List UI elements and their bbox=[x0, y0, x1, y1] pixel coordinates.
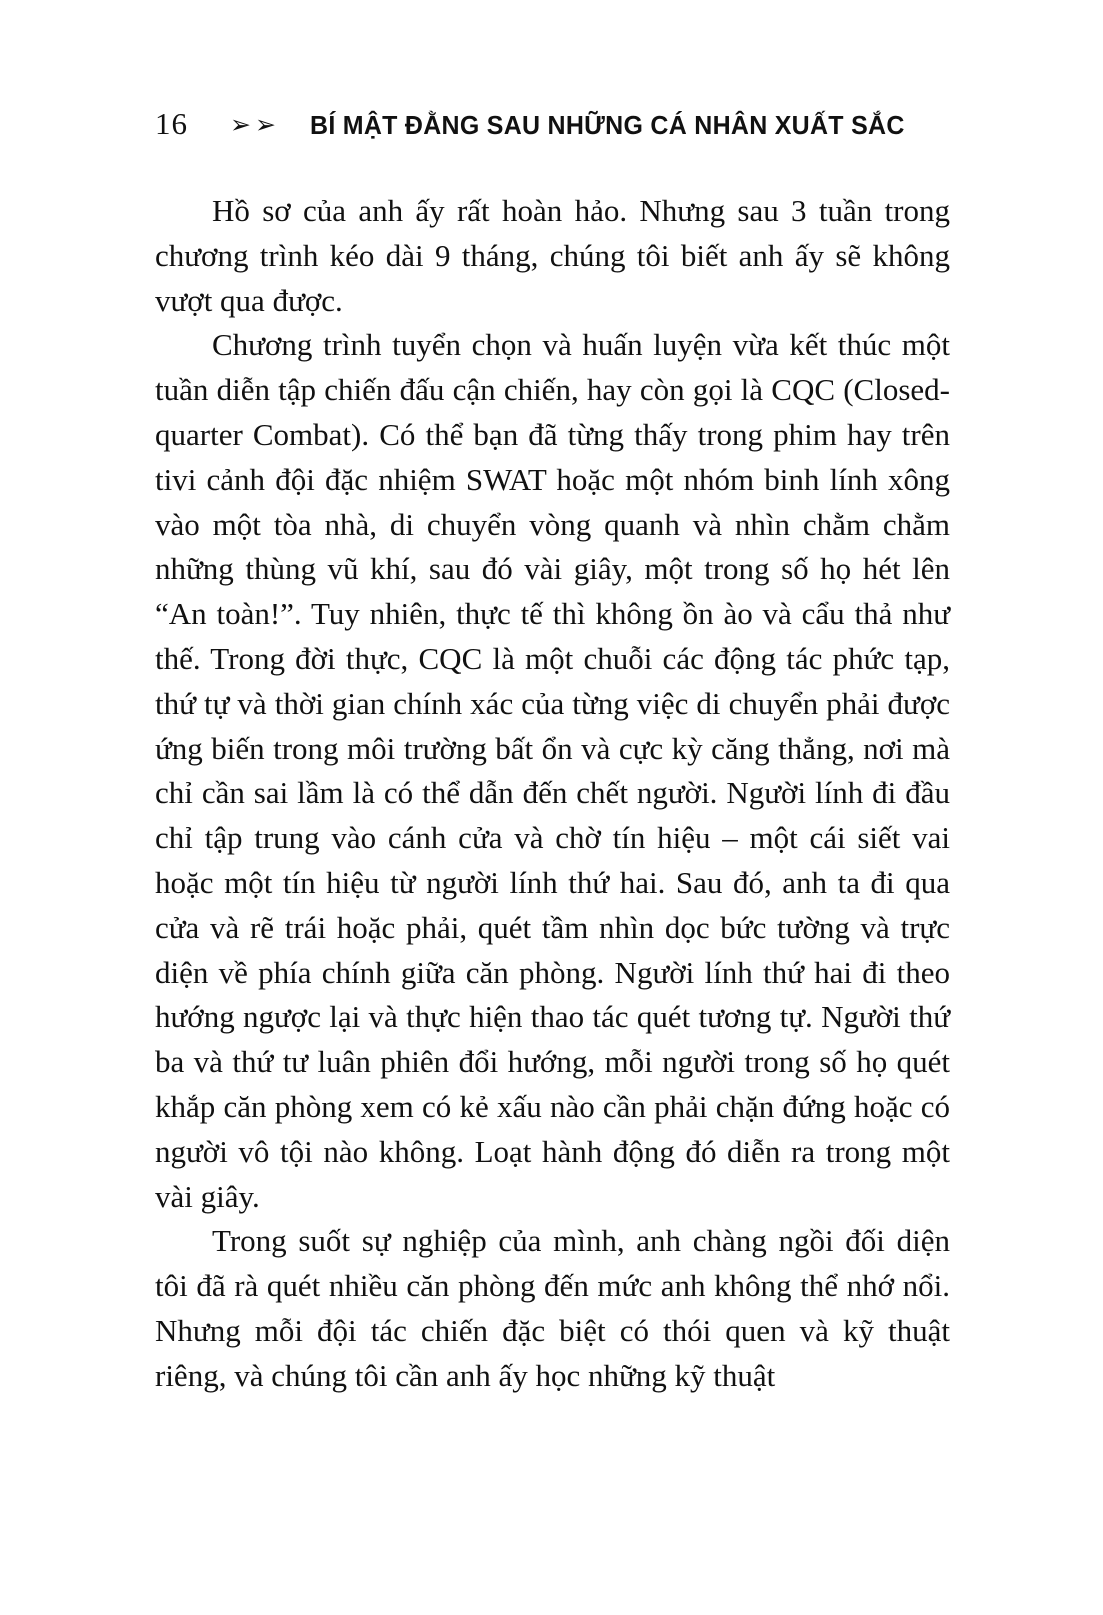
page-number: 16 bbox=[155, 106, 188, 141]
double-arrow-icon: ➢➢ bbox=[230, 110, 280, 139]
paragraph-1: Hồ sơ của anh ấy rất hoàn hảo. Nhưng sau 3 tuần trong chương trình kéo dài 9 tháng, chúng tôi biết anh ấy sẽ không vượt qua được. bbox=[155, 193, 950, 318]
page-title: BÍ MẬT ĐẰNG SAU NHỮNG CÁ NHÂN XUẤT SẮC bbox=[309, 110, 905, 140]
paragraph-3: Trong suốt sự nghiệp của mình, anh chàng ngồi đối diện tôi đã rà quét nhiều căn phòng đến mức anh không thể nhớ nổi. Nhưng mỗi đội tác chiến đặc biệt có thói quen và kỹ thuật riêng, và chúng tôi cần anh ấy học những kỹ thuật bbox=[155, 1223, 950, 1393]
body-text bbox=[155, 189, 950, 1399]
running-head bbox=[155, 108, 950, 139]
paragraph-2: Chương trình tuyển chọn và huấn luyện vừa kết thúc một tuần diễn tập chiến đấu cận chiến, hay còn gọi là CQC (Closed-quarter Combat). Có thể bạn đã từng thấy trong phim hay trên tivi cảnh đội đặc nhiệm SWAT hoặc một nhóm binh lính xông vào một tòa nhà, di chuyển vòng quanh và nhìn chằm chằm những thùng vũ khí, sau đó vài giây, một trong số họ hét lên “An toàn!”. Tuy nhiên, thực tế thì không ồn ào và cẩu thả như thế. Trong đời thực, CQC là một chuỗi các động tác phức tạp, thứ tự và thời gian chính xác của từng việc di chuyển phải được ứng biến trong môi trường bất ổn và cực kỳ căng thẳng, nơi mà chỉ cần sai lầm là có thể dẫn đến chết người. Người lính đi đầu chỉ tập trung vào cánh cửa và chờ tín hiệu – một cái siết vai hoặc một tín hiệu từ người lính thứ hai. Sau đó, anh ta đi qua cửa và rẽ trái hoặc phải, quét tầm nhìn dọc bức tường và trực diện về phía chính giữa căn phòng. Người lính thứ hai đi theo hướng ngược lại và thực hiện thao tác quét tương tự. Người thứ ba và thứ tư luân phiên đổi hướng, mỗi người trong số họ quét khắp căn phòng xem có kẻ xấu nào cần phải chặn đứng hoặc có người vô tội nào không. Loạt hành động đó diễn ra trong một vài giây. bbox=[155, 327, 950, 1214]
